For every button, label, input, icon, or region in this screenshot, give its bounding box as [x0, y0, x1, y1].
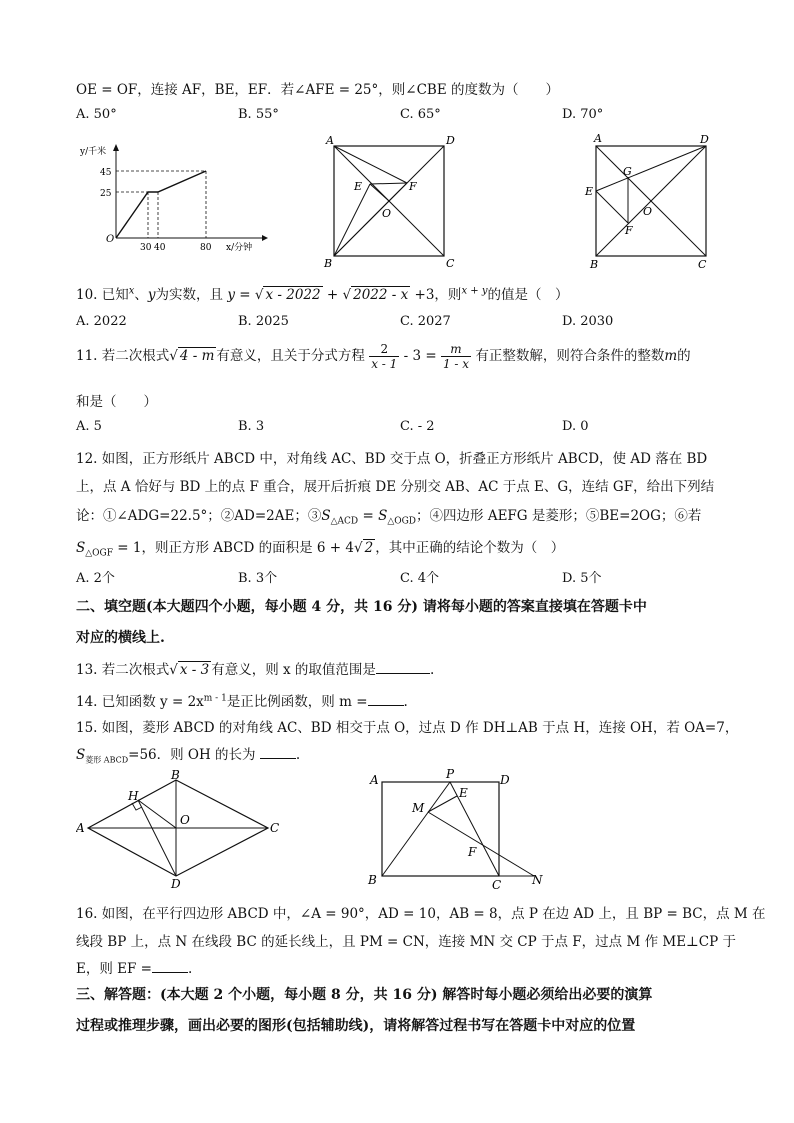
- sq2-label-b: B: [590, 258, 599, 270]
- q16-answer-blank: [152, 972, 188, 973]
- q10-radical-1: x - 2022: [265, 287, 321, 303]
- rect-label-p: P: [446, 767, 455, 781]
- q11-choice-d: D. 0: [562, 419, 589, 434]
- section2-heading-line2: 对应的横线上.: [76, 630, 165, 646]
- sq2-label-g: G: [623, 165, 632, 178]
- sq1-label-c: C: [446, 257, 455, 270]
- rect-label-f: F: [468, 845, 477, 859]
- q10-radical-2: 2022 - x: [353, 287, 409, 303]
- q9-choice-d: D. 70°: [562, 107, 604, 122]
- q11-line2: 和是（ ）: [76, 394, 157, 410]
- distance-time-graph: [76, 138, 276, 258]
- q9-stem: OE = OF，连接 AF，BE，EF．若∠AFE = 25°，则∠CBE 的度数为（ ）: [76, 82, 559, 98]
- q13-stem: 13. 若二次根式√ x - 3 有意义，则 x 的取值范围是 .: [76, 662, 435, 678]
- rectangle-figure: [364, 764, 554, 890]
- q14-answer-blank: [368, 705, 404, 706]
- q16-line3: E，则 EF = .: [76, 961, 193, 977]
- rect-label-m: M: [412, 801, 425, 815]
- q12-choice-a: A. 2个: [76, 571, 115, 586]
- rect-label-a: A: [370, 773, 379, 787]
- rect-label-e: E: [459, 786, 468, 800]
- sq2-label-e: E: [585, 185, 594, 198]
- q14-stem: 14. 已知函数 $y = 2x^{m - 1}$是正比例函数，则 m = .: [76, 693, 408, 710]
- q15-answer-blank: [260, 758, 296, 759]
- sq2-label-c: C: [698, 258, 707, 270]
- square-figure-1: [320, 132, 470, 270]
- sq1-label-e: E: [354, 180, 363, 193]
- q15-line1: 15. 如图，菱形 ABCD 的对角线 AC、BD 相交于点 O，过点 D 作 DH⊥AB 于点 H，连接 OH，若 OA=7，: [76, 720, 739, 736]
- q10-choice-b: B. 2025: [238, 314, 289, 329]
- q12-choice-c: C. 4个: [400, 571, 440, 586]
- rect-label-d: D: [500, 773, 510, 787]
- square-figure-2: [580, 130, 720, 270]
- q11-radical: 4 - m: [179, 348, 215, 364]
- section3-heading: 三、解答题：(本大题 2 个小题，每小题 8 分，共 16 分) 解答时每小题必须给出必要的演算: [76, 987, 653, 1003]
- sq1-label-b: B: [324, 257, 333, 270]
- q12-line1: 12. 如图，正方形纸片 ABCD 中，对角线 AC、BD 交于点 O，折叠正方形纸片 ABCD，使 AD 落在 BD: [76, 451, 708, 467]
- rh-label-a: A: [76, 821, 85, 835]
- q13-answer-blank: [376, 673, 430, 674]
- rh-label-c: C: [270, 821, 280, 835]
- sq2-label-o: O: [643, 205, 653, 218]
- rect-label-n: N: [532, 873, 543, 887]
- q9-choice-b: B. 55°: [238, 107, 279, 122]
- q11-choice-a: A. 5: [76, 419, 102, 434]
- q10-choice-c: C. 2027: [400, 314, 451, 329]
- q15-line2: $S_{菱形 ABCD}=56$．则 OH 的长为 .: [76, 747, 301, 765]
- sq2-label-f: F: [625, 224, 633, 237]
- rect-label-c: C: [492, 878, 502, 890]
- graph-ytick-45: 45: [100, 168, 112, 178]
- rh-label-d: D: [171, 877, 181, 890]
- q11-choice-c: C. - 2: [400, 419, 435, 434]
- q10-choice-d: D. 2030: [562, 314, 614, 329]
- q11-fraction-1: $\frac{2}{x - 1}$: [371, 342, 398, 371]
- rh-label-h: H: [128, 789, 139, 803]
- sq1-label-d: D: [446, 134, 455, 147]
- q9-choice-c: C. 65°: [400, 107, 441, 122]
- rhombus-figure: [76, 766, 286, 890]
- q11-choice-b: B. 3: [238, 419, 265, 434]
- graph-origin: O: [106, 234, 115, 245]
- section3-heading-line2: 过程或推理步骤，画出必要的图形(包括辅助线)，请将解答过程书写在答题卡中对应的位置: [76, 1018, 636, 1034]
- q16-line1: 16. 如图，在平行四边形 ABCD 中，∠A = 90°，AD = 10，AB = 8，点 P 在边 AD 上，且 BP = BC，点 M 在: [76, 906, 766, 922]
- q12-choice-d: D. 5个: [562, 571, 602, 586]
- q10-choice-a: A. 2022: [76, 314, 127, 329]
- graph-xtick-30: 30: [140, 243, 152, 253]
- q10-stem: 10. 已知$^x$、y为实数，且 y = √ x - 2022 + √ 2022 - x +3，则$^{x + y}$的值是（ ）: [76, 285, 569, 303]
- graph-ylabel: y/千米: [80, 147, 107, 157]
- sq2-label-a: A: [594, 132, 602, 145]
- sq1-label-o: O: [382, 207, 392, 220]
- graph-xtick-40: 40: [154, 243, 166, 253]
- graph-xlabel: x/分钟: [226, 243, 253, 253]
- sq2-label-d: D: [700, 133, 709, 146]
- q11-fraction-2: $\frac{m}{1 - x}$: [442, 342, 470, 371]
- graph-xtick-80: 80: [200, 243, 212, 253]
- section2-heading: 二、填空题(本大题四个小题，每小题 4 分，共 16 分) 请将每小题的答案直接填在答题卡中: [76, 599, 647, 615]
- sq1-label-f: F: [409, 180, 417, 193]
- q16-line2: 线段 BP 上，点 N 在线段 BC 的延长线上，且 PM = CN，连接 MN 交 CP 于点 F，过点 M 作 ME⊥CP 于: [76, 934, 736, 950]
- q12-line3: 论：①∠ADG=22.5°；②AD=2AE；$③S_{\triangle ACD} = S_{\triangle OGD}$；④四边形 AEFG 是菱形；⑤BE=2OG；⑥若: [76, 508, 702, 527]
- rh-label-o: O: [180, 813, 190, 827]
- q12-line4: $S_{\triangle OGF} = 1$，则正方形 ABCD 的面积是 6 + 4√ 2 ，其中正确的结论个数为（ ）: [76, 540, 565, 559]
- rh-label-b: B: [171, 768, 180, 782]
- q9-choice-a: A. 50°: [76, 107, 117, 122]
- rect-label-b: B: [368, 873, 377, 887]
- q12-choice-b: B. 3个: [238, 571, 278, 586]
- sq1-label-a: A: [326, 134, 334, 147]
- q12-line2: 上，点 A 恰好与 BD 上的点 F 重合，展开后折痕 DE 分别交 AB、AC 于点 E、G，连结 GF，给出下列结: [76, 479, 715, 495]
- graph-ytick-25: 25: [100, 189, 112, 199]
- q11-stem: 11. 若二次根式√ 4 - m 有意义，且关于分式方程 $\frac{2}{x - 1}$ - 3 = $\frac{m}{1 - x}$ 有正整数解，则符合条件的整数m的: [76, 342, 691, 371]
